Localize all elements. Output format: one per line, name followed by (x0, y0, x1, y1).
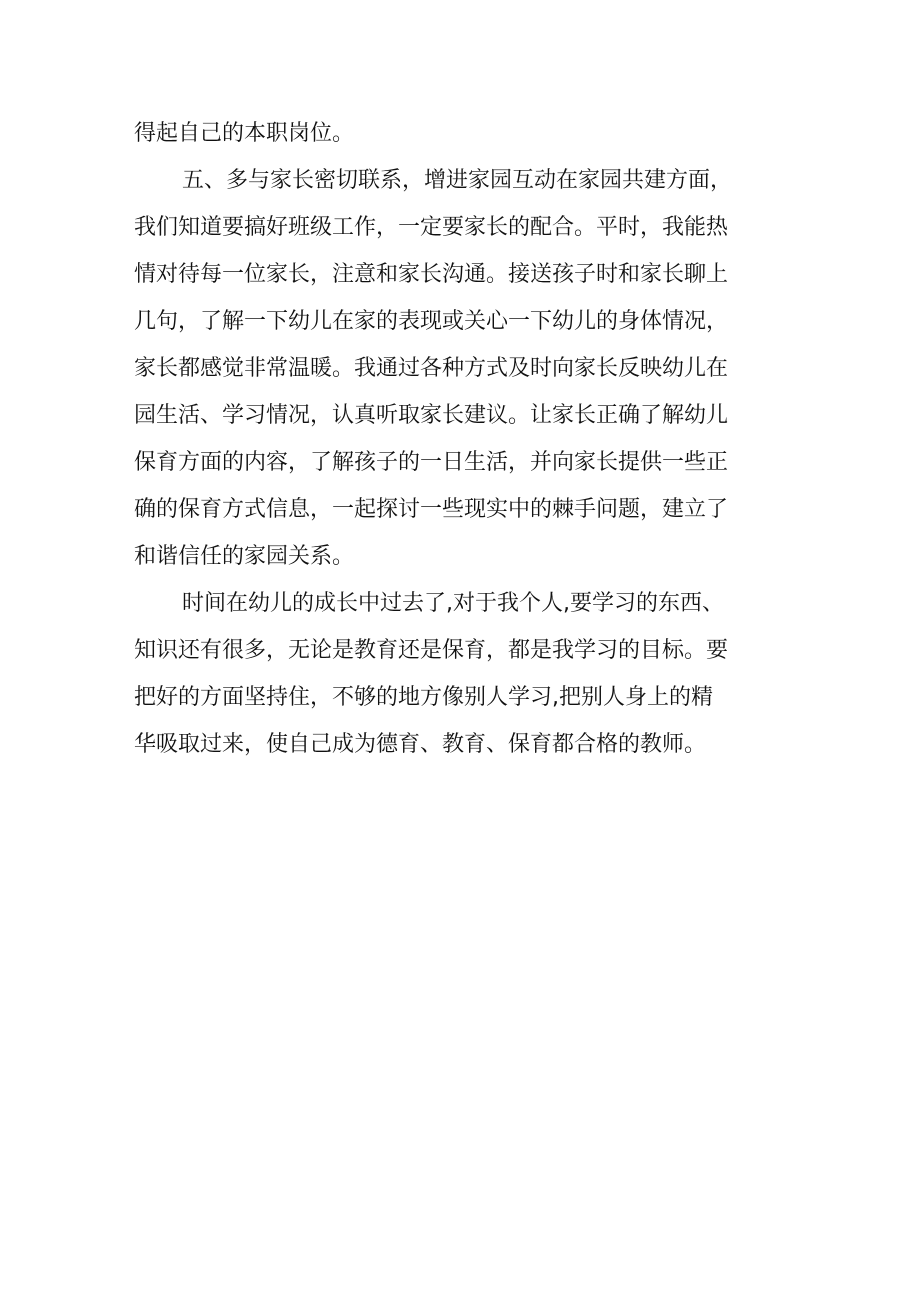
text-line: 家长都感觉非常温暖。我通过各种方式及时向家长反映幼儿在 (134, 356, 729, 381)
text-line: 得起自己的本职岗位。 (134, 121, 355, 146)
text-line: 几句，了解一下幼儿在家的表现或关心一下幼儿的身体情况， (134, 309, 729, 334)
paragraph-continuation (134, 110, 804, 157)
text-line: 华吸取过来，使自己成为德育、教育、保育都合格的教师。 (134, 732, 707, 757)
text-line: 我们知道要搞好班级工作，一定要家长的配合。平时，我能热 (134, 215, 729, 240)
text-line: 和谐信任的家园关系。 (134, 544, 355, 569)
text-line: 把好的方面坚持住，不够的地方像别人学习,把别人身上的精 (134, 685, 713, 710)
paragraph-parent-contact (134, 157, 804, 580)
text-line: 情对待每一位家长，注意和家长沟通。接送孩子时和家长聊上 (134, 262, 729, 287)
text-line: 保育方面的内容，了解孩子的一日生活，并向家长提供一些正 (134, 450, 729, 475)
text-line: 五、多与家长密切联系，增进家园互动在家园共建方面， (182, 168, 733, 193)
text-line: 确的保育方式信息，一起探讨一些现实中的棘手问题，建立了 (134, 497, 729, 522)
paragraph-conclusion (134, 580, 804, 768)
text-line: 园生活、学习情况，认真听取家长建议。让家长正确了解幼儿 (134, 403, 729, 428)
text-line: 知识还有很多，无论是教育还是保育，都是我学习的目标。要 (134, 638, 729, 663)
document-body (134, 110, 804, 768)
text-line: 时间在幼儿的成长中过去了,对于我个人,要学习的东西、 (182, 591, 724, 616)
